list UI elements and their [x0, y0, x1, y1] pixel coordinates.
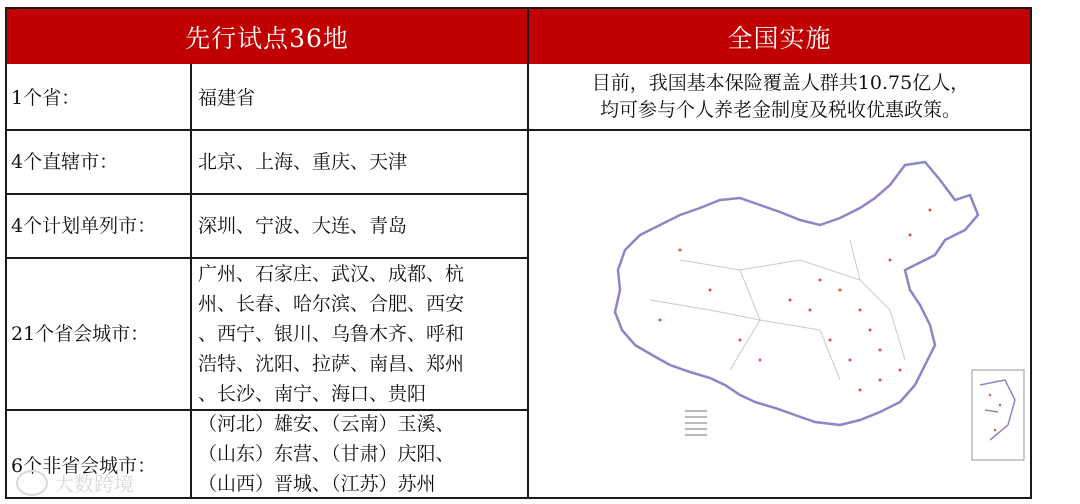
- watermark-text: 大数跨境: [54, 472, 134, 496]
- row-value-provincial-capitals: [194, 259, 527, 409]
- capitals-line: 州、长春、哈尔滨、合肥、西安: [198, 293, 465, 315]
- watermark-logo-icon: [16, 470, 48, 496]
- national-note-line: 目前，我国基本保险覆盖人群共10.75亿人，: [591, 72, 970, 94]
- china-map-image: [560, 140, 1030, 470]
- row-value-planned-cities: 深圳、宁波、大连、青岛: [198, 215, 408, 237]
- national-note-line: 均可参与个人养老金制度及税收优惠政策。: [599, 99, 961, 121]
- pilot-header: 先行试点36地: [7, 9, 529, 64]
- national-header: 全国实施: [529, 9, 1030, 64]
- watermark: [16, 468, 134, 497]
- capitals-line: 浩特、沈阳、拉萨、南昌、郑州: [198, 353, 465, 375]
- capitals-line: 、长沙、南宁、海口、贵阳: [198, 383, 427, 405]
- row-label-province: 1个省：: [11, 86, 81, 109]
- row-label-municipalities: 4个直辖市：: [11, 151, 119, 173]
- south-china-sea-inset: [972, 370, 1024, 460]
- non-capital-line: （河北）雄安、（云南）玉溪、: [198, 413, 455, 435]
- row-label-provincial-capitals: 21个省会城市：: [11, 323, 150, 345]
- map-legend: [685, 410, 707, 436]
- china-map-svg: [560, 140, 1030, 470]
- capitals-line: 广州、石家庄、武汉、成都、杭: [198, 263, 465, 285]
- row-label-non-capital-cities: 6个非省会城市：: [11, 455, 157, 477]
- row-value-non-capital-cities: [194, 411, 527, 497]
- row-label-planned-cities: 4个计划单列市：: [11, 215, 157, 237]
- row-value-province: 福建省: [198, 86, 256, 109]
- non-capital-line: （山东）东营、（甘肃）庆阳、: [198, 443, 455, 465]
- capitals-line: 、西宁、银川、乌鲁木齐、呼和: [198, 323, 465, 345]
- map-outline: [615, 162, 978, 425]
- non-capital-line: （山西）晋城、（江苏）苏州: [198, 473, 436, 495]
- row-value-municipalities: 北京、上海、重庆、天津: [198, 151, 408, 173]
- national-note: [531, 66, 1030, 128]
